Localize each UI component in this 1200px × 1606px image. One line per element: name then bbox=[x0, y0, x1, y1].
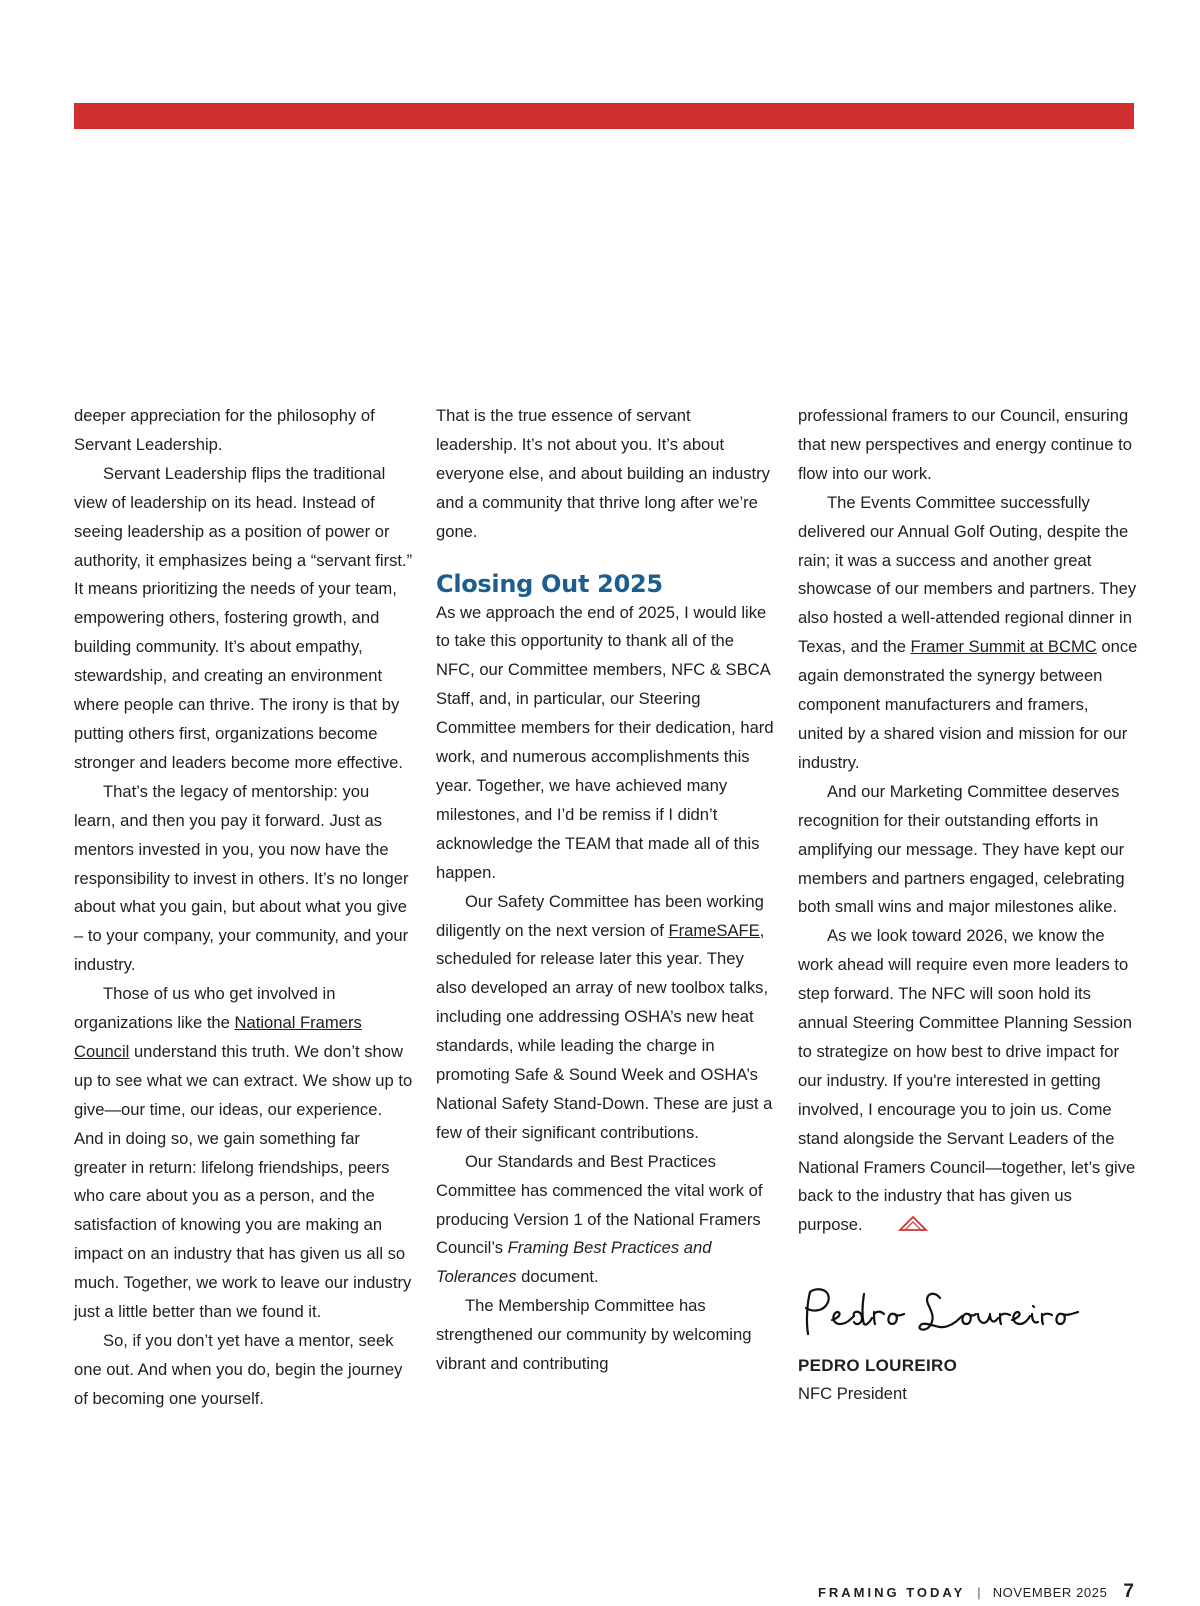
author-name: PEDRO LOUREIRO bbox=[798, 1356, 958, 1376]
page-footer bbox=[818, 1580, 1134, 1604]
paragraph: That is the true essence of servant leadership. It’s not about you. It’s about everyone else, and about building an industry and a community that thrive long after we’re gone. bbox=[436, 406, 770, 541]
header-red-bar bbox=[74, 103, 1134, 129]
paragraph-text: Those of us who get involved in organizations like the bbox=[74, 984, 336, 1033]
paragraph: So, if you don’t yet have a mentor, seek one out. And when you do, begin the journey of becoming one yourself. bbox=[74, 1331, 403, 1408]
signature-image bbox=[798, 1282, 1138, 1340]
roof-end-mark-icon bbox=[869, 1213, 928, 1242]
author-title: NFC President bbox=[798, 1384, 907, 1404]
paragraph bbox=[74, 980, 414, 1327]
article-column-2 bbox=[436, 402, 776, 1379]
paragraph-text: understand this truth. We don’t show up to see what we can extract. We show up to give—our time, our ideas, our experience. And in doing so, we gain something far greater in return: lifelong friendships, peers who care about you as a person, and the satisfaction of knowing you are making an impact on an industry that has given us all so much. Together, we work to leave our industry just a little better than we found it. bbox=[74, 1041, 413, 1322]
paragraph: The Membership Committee has strengthened our community by welcoming vibrant and contributing bbox=[436, 1296, 752, 1374]
paragraph bbox=[436, 888, 776, 1148]
paragraph-text: The Events Committee successfully delivered our Annual Golf Outing, despite the rain; it was a success and another great showcase of our members and partners. They also hosted a well-attended regional dinner in Texas, and the bbox=[798, 492, 1137, 657]
paragraph: professional framers to our Council, ensuring that new perspectives and energy continue to flow into our work. bbox=[798, 406, 1132, 483]
paragraph-text: document. bbox=[516, 1267, 599, 1287]
paragraph bbox=[436, 1148, 776, 1293]
article-column-1 bbox=[74, 402, 414, 1414]
paragraph bbox=[798, 922, 1138, 1242]
publication-name: FRAMING TODAY bbox=[817, 1584, 966, 1600]
paragraph-text: once again demonstrated the synergy between component manufacturers and framers, united by a shared vision and mission for our industry. bbox=[798, 637, 1138, 772]
framer-summit-link[interactable]: Framer Summit at BCMC bbox=[910, 637, 1097, 657]
section-heading: Closing Out 2025 bbox=[436, 569, 663, 598]
paragraph: That’s the legacy of mentorship: you learn, and then you pay it forward. Just as mentors invested in you, you now have the responsibility to invest in others. It’s no longer about what you gain, but about what you give – to your company, your community, and your industry. bbox=[74, 781, 409, 975]
document-title: Framing Best Practices and Tolerances bbox=[436, 1238, 712, 1287]
paragraph: Servant Leadership flips the traditional view of leadership on its head. Instead of seeing leadership as a position of power or authority, it emphasizes being a “servant first.” It means prioritizing the needs of your team, empowering others, fostering growth, and building community. It’s about empathy, stewardship, and creating an environment where people can thrive. The irony is that by putting others first, organizations become stronger and leaders become more effective. bbox=[74, 463, 413, 772]
paragraph-text: Our Safety Committee has been working diligently on the next version of bbox=[436, 891, 764, 940]
paragraph: deeper appreciation for the philosophy of Servant Leadership. bbox=[74, 406, 375, 454]
paragraph-text: As we look toward 2026, we know the work ahead will require even more leaders to step forward. The NFC will soon hold its annual Steering Committee Planning Session to strategize on how best to drive impact for our industry. If you're interested in getting involved, I encourage you to join us. Come stand alongside the Servant Leaders of the National Framers Council—together, let’s give back to the industry that has given us purpose. bbox=[798, 926, 1136, 1235]
paragraph: As we approach the end of 2025, I would like to take this opportunity to thank all of the NFC, our Committee members, NFC & SBCA Staff, and, in particular, our Steering Committee members for their dedication, hard work, and numerous accomplishments this year. Together, we have achieved many milestones, and I’d be remiss if I didn’t acknowledge the TEAM that made all of this happen. bbox=[436, 602, 774, 882]
paragraph-text: , scheduled for release later this year. They also developed an array of new toolbox talks, including one addressing OSHA’s new heat standards, while leading the charge in promoting Safe & Sound Week and OSHA’s National Safety Stand-Down. These are just a few of their significant contributions. bbox=[436, 920, 773, 1142]
framesafe-link[interactable]: FrameSAFE bbox=[668, 920, 760, 940]
page-number: 7 bbox=[1123, 1581, 1134, 1602]
issue-date: NOVEMBER 2025 bbox=[992, 1584, 1108, 1600]
paragraph bbox=[798, 489, 1138, 778]
footer-separator: | bbox=[977, 1584, 981, 1600]
paragraph: And our Marketing Committee deserves recognition for their outstanding efforts in amplifying our message. They have kept our members and partners engaged, celebrating both small wins and major milestones alike. bbox=[798, 781, 1125, 917]
article-column-3 bbox=[798, 402, 1138, 1408]
national-framers-council-link[interactable]: National Framers Council bbox=[74, 1013, 362, 1061]
paragraph-text: Our Standards and Best Practices Committee has commenced the vital work of producing Version 1 of the National Framers Council’s bbox=[436, 1151, 763, 1258]
